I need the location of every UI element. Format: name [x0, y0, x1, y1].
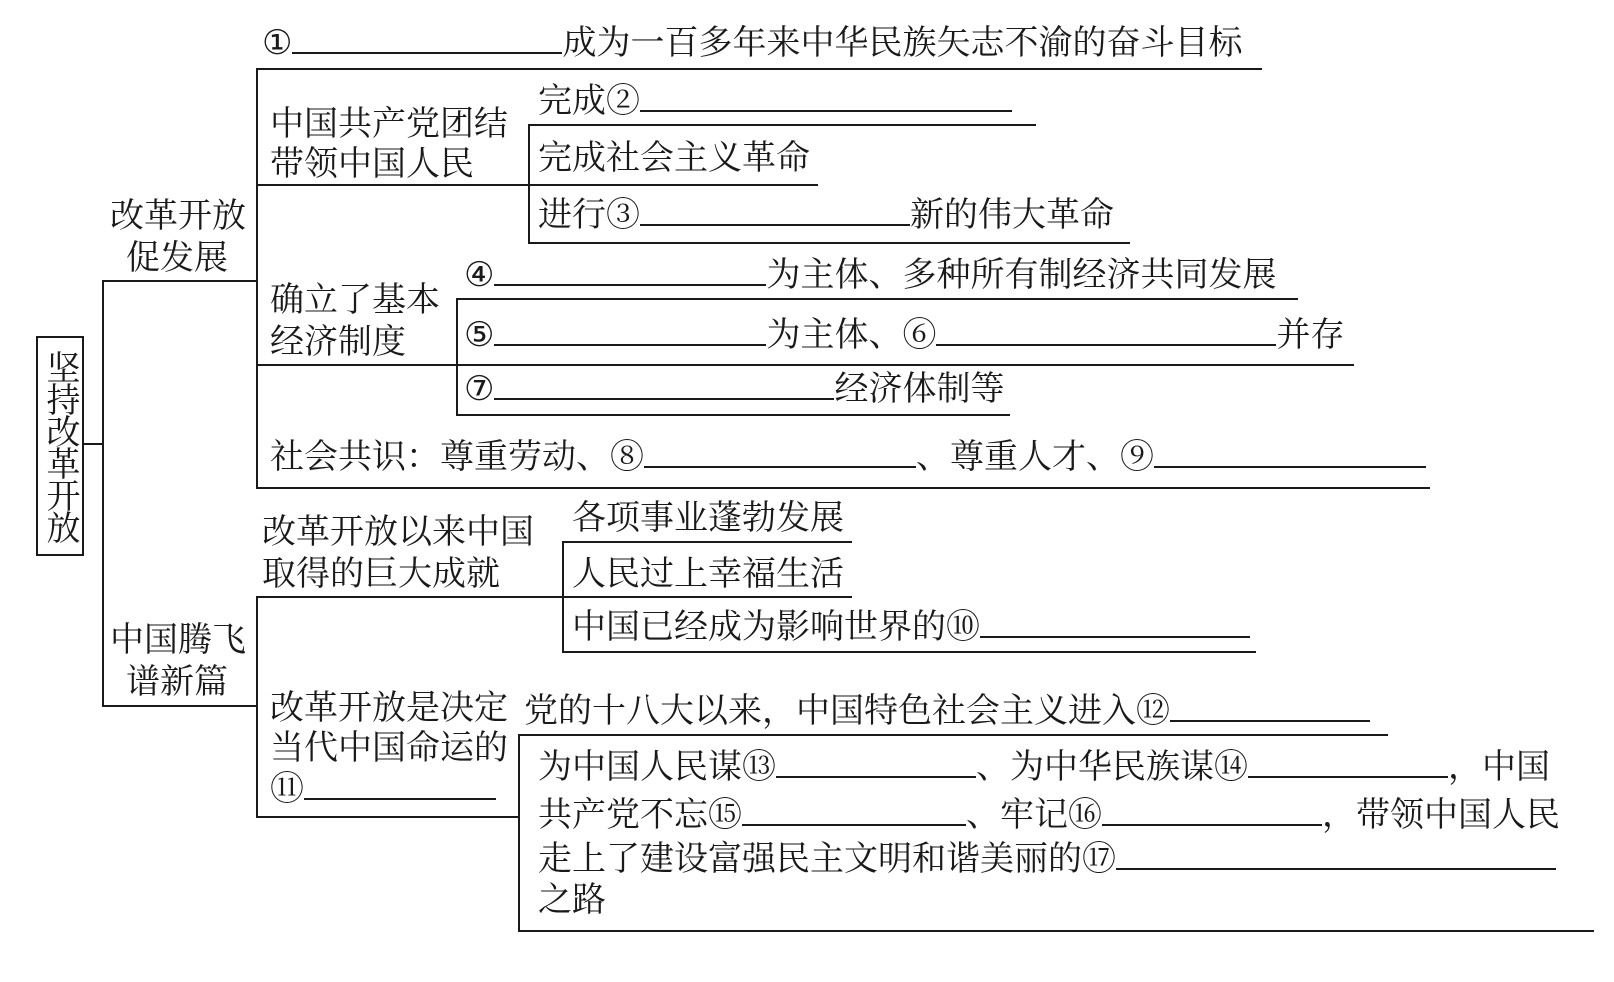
economy-item-2-mid: 为主体、: [766, 315, 903, 355]
mission-line-4: 之路: [538, 880, 606, 920]
branch1-title-line2: 促发展: [126, 238, 228, 278]
achievement-item-3-underline: [562, 651, 1256, 653]
answer-blank[interactable]: [936, 314, 1276, 346]
achievement-item-2-underline: [562, 596, 852, 598]
answer-blank[interactable]: [1248, 746, 1448, 778]
blank-number: ⑥: [902, 315, 937, 355]
party-item-3: [538, 194, 1114, 235]
economy-spine: [456, 298, 458, 416]
answer-blank[interactable]: [1102, 794, 1322, 826]
party-underline: [256, 184, 530, 186]
party-item-3-post: 新的伟大革命: [910, 195, 1114, 235]
mission-text: 走上了建设富强民主文明和谐美丽的: [538, 839, 1082, 879]
branch1-spine: [256, 68, 258, 489]
economy-item-2-post: 并存: [1276, 315, 1345, 355]
economy-item-1: [464, 254, 1276, 295]
consensus-underline: [256, 487, 1430, 489]
economy-title-line1: 确立了基本: [270, 280, 440, 320]
party-item-1-underline: [528, 124, 1036, 126]
party-item-1-pre: 完成: [538, 81, 606, 121]
achievements-title-line2: 取得的巨大成就: [262, 554, 500, 594]
party-item-3-underline: [528, 242, 1130, 244]
decisive-title-line3: [270, 768, 496, 809]
mission-text: ，带领中国人民: [1322, 795, 1560, 835]
mission-underline: [518, 930, 1594, 932]
branch1-title-line1: 改革开放: [110, 196, 246, 236]
answer-blank[interactable]: [292, 22, 562, 54]
branch2-title-line2: 谱新篇: [126, 662, 228, 702]
answer-blank[interactable]: [1154, 436, 1426, 468]
achievement-item-2: 人民过上幸福生活: [572, 554, 844, 594]
economy-item-2-underline: [456, 364, 1354, 366]
party-item-1: [538, 80, 1012, 121]
root-connector: [84, 443, 104, 445]
mission-line-1: [538, 746, 1550, 787]
mission-text: 、为中华民族谋: [976, 747, 1214, 787]
branch2-underline: [102, 705, 258, 707]
consensus-pre: 社会共识：尊重劳动、: [270, 437, 610, 477]
blank-number: ⑮: [708, 795, 742, 835]
answer-blank[interactable]: [304, 768, 496, 800]
economy-item-1-post: 为主体、多种所有制经济共同发展: [766, 255, 1277, 295]
era-row: [524, 690, 1370, 731]
era-underline: [518, 734, 1388, 736]
decisive-title-line1: 改革开放是决定: [270, 688, 508, 728]
achievement-item-1: 各项事业蓬勃发展: [572, 498, 844, 538]
blank-number: ⑬: [742, 747, 776, 787]
answer-blank[interactable]: [1170, 690, 1370, 722]
branch2-title-line1: 中国腾飞: [110, 620, 246, 660]
blank-number: ⑰: [1082, 839, 1116, 879]
answer-blank[interactable]: [640, 194, 910, 226]
achievement-item-3-pre: 中国已经成为影响世界的: [572, 607, 946, 647]
decisive-spine: [518, 734, 520, 932]
branch2-spine: [256, 596, 258, 818]
mission-line-2: [538, 794, 1560, 835]
mission-line-3: [538, 838, 1556, 879]
economy-underline: [256, 364, 458, 366]
answer-blank[interactable]: [980, 606, 1250, 638]
mission-text: 、牢记: [966, 795, 1068, 835]
achievement-item-3: [572, 606, 1250, 647]
economy-item-2: [464, 314, 1344, 355]
mission-text: ，中国: [1448, 747, 1550, 787]
achievements-title-line1: 改革开放以来中国: [262, 512, 534, 552]
party-title-line2: 带领中国人民: [270, 144, 474, 184]
blank-number: ⑯: [1068, 795, 1102, 835]
blank-number: ⑧: [610, 437, 644, 477]
consensus-row: [270, 436, 1426, 477]
answer-blank[interactable]: [494, 368, 834, 400]
answer-blank[interactable]: [494, 254, 766, 286]
answer-blank[interactable]: [640, 80, 1012, 112]
economy-item-3-post: 经济体制等: [834, 369, 1005, 409]
root-box: [36, 336, 84, 556]
answer-blank[interactable]: [1116, 838, 1556, 870]
economy-item-3-underline: [456, 414, 1010, 416]
decisive-title-line2: 当代中国命运的: [270, 728, 508, 768]
blank-number: ⑤: [464, 315, 495, 355]
mission-text: 为中国人民谋: [538, 747, 742, 787]
answer-blank[interactable]: [776, 746, 976, 778]
branch1-underline: [102, 280, 258, 282]
era-pre: 党的十八大以来，中国特色社会主义进入: [524, 691, 1136, 731]
party-item-2-underline: [528, 184, 818, 186]
consensus-mid: 、尊重人才、: [916, 437, 1120, 477]
party-title-line1: 中国共产党团结: [270, 104, 508, 144]
blank-number: ③: [606, 195, 640, 235]
blank-number: ④: [464, 255, 495, 295]
party-item-2: 完成社会主义革命: [538, 138, 810, 178]
decisive-underline: [256, 816, 520, 818]
blank-number: ②: [606, 81, 640, 121]
economy-item-1-underline: [456, 298, 1298, 300]
blank-number: ①: [262, 23, 293, 63]
answer-blank[interactable]: [742, 794, 966, 826]
economy-title-line2: 经济制度: [270, 322, 406, 362]
mission-text: 共产党不忘: [538, 795, 708, 835]
answer-blank[interactable]: [494, 314, 766, 346]
main-spine: [102, 281, 104, 707]
goal-text: 成为一百多年来中华民族矢志不渝的奋斗目标: [562, 23, 1243, 63]
answer-blank[interactable]: [644, 436, 916, 468]
blank-number: ⑩: [946, 607, 980, 647]
blank-number: ⑦: [464, 369, 495, 409]
blank-number: ⑭: [1214, 747, 1248, 787]
goal-row: [262, 22, 1242, 63]
achievement-item-1-underline: [562, 541, 852, 543]
root-label: 坚持改革开放: [40, 350, 80, 542]
achievements-underline: [256, 596, 564, 598]
blank-number: ⑪: [270, 769, 304, 809]
blank-number: ⑨: [1120, 437, 1154, 477]
party-item-3-pre: 进行: [538, 195, 606, 235]
blank-number: ⑫: [1136, 691, 1170, 731]
economy-item-3: [464, 368, 1004, 409]
goal-underline: [256, 68, 1262, 70]
